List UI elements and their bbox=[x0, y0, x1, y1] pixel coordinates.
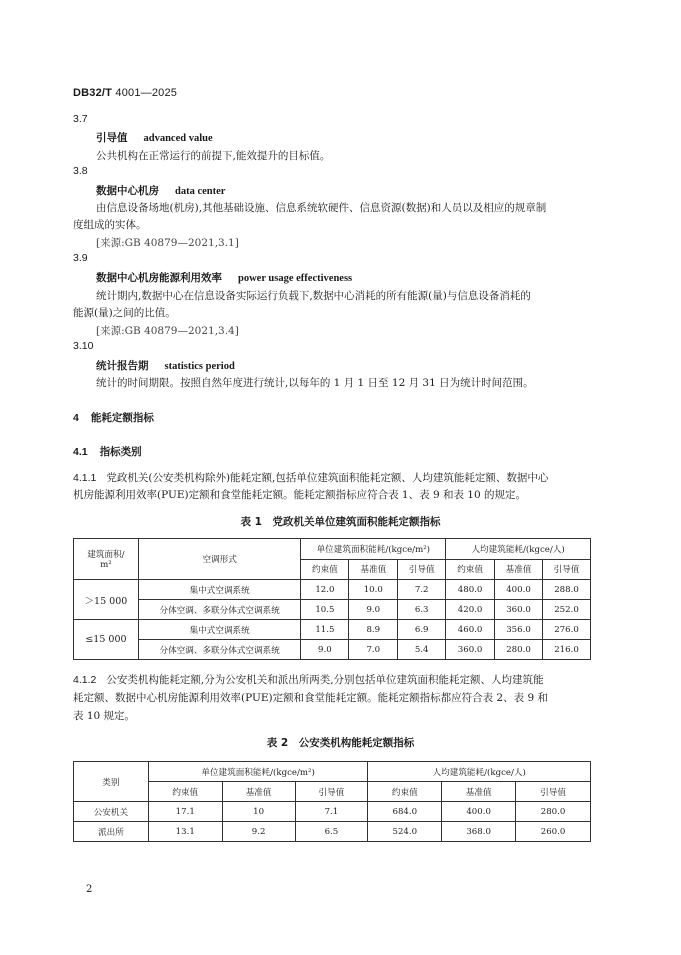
value-cell: 7.2 bbox=[398, 580, 446, 600]
clause-number: 4.1.1 bbox=[73, 472, 97, 484]
term-definition: 由信息设备场地(机房),其他基础设施、信息系统软硬件、信息资源(数据)和人员以及相应的规章制 bbox=[96, 202, 547, 214]
term-source: [来源:GB 40879—2021,3.1] bbox=[96, 237, 239, 249]
subheader: 约束值 bbox=[301, 559, 349, 580]
value-cell: 10.0 bbox=[349, 580, 398, 600]
area-group-label: ≤15 000 bbox=[74, 620, 139, 660]
term-heading bbox=[96, 270, 352, 285]
row-label: 派出所 bbox=[74, 822, 149, 842]
value-cell: 8.9 bbox=[349, 620, 398, 640]
clause-number: 3.7 bbox=[73, 113, 88, 125]
ac-type: 分体空调、多联分体式空调系统 bbox=[138, 600, 301, 620]
section-number: 4.1 bbox=[73, 446, 88, 458]
header-per-capita: 人均建筑能耗/(kgce/人) bbox=[368, 762, 591, 782]
subsection-heading bbox=[73, 444, 142, 459]
page-number: 2 bbox=[86, 884, 93, 895]
value-cell: 360.0 bbox=[446, 640, 495, 660]
header-type: 类别 bbox=[74, 762, 149, 802]
standard-number: 4001—2025 bbox=[115, 87, 178, 99]
value-cell: 7.1 bbox=[295, 802, 368, 822]
value-cell: 460.0 bbox=[446, 620, 495, 640]
value-cell: 280.0 bbox=[516, 802, 591, 822]
section-title: 指标类别 bbox=[99, 446, 142, 458]
term-cn: 统计报告期 bbox=[96, 360, 149, 372]
header-ac-type: 空调形式 bbox=[138, 539, 301, 580]
value-cell: 10 bbox=[222, 802, 295, 822]
clause-number: 3.9 bbox=[73, 252, 88, 264]
subheader: 引导值 bbox=[542, 559, 590, 580]
header-unit-area: 单位建筑面积能耗/(kgce/m²) bbox=[301, 539, 446, 560]
value-cell: 216.0 bbox=[542, 640, 590, 660]
table-row bbox=[74, 580, 591, 600]
term-heading bbox=[96, 358, 235, 373]
paragraph-text: 党政机关(公安类机构除外)能耗定额,包括单位建筑面积能耗定额、人均建筑能耗定额、数据中心 bbox=[106, 472, 549, 484]
subheader: 引导值 bbox=[295, 782, 368, 802]
section-number: 4 bbox=[73, 412, 79, 424]
value-cell: 10.5 bbox=[301, 600, 349, 620]
term-cn: 引导值 bbox=[96, 132, 128, 144]
header-area-label: 建筑面积/ bbox=[87, 550, 125, 560]
value-cell: 684.0 bbox=[368, 802, 442, 822]
clause-number: 3.8 bbox=[73, 165, 88, 177]
table-row bbox=[74, 802, 591, 822]
header-area bbox=[74, 539, 139, 580]
table-row bbox=[74, 620, 591, 640]
subheader: 引导值 bbox=[516, 782, 591, 802]
term-definition: 统计的时间期限。按照自然年度进行统计,以每年的 1 月 1 日至 12 月 31 日为统计时间范围。 bbox=[96, 377, 534, 389]
ac-type: 集中式空调系统 bbox=[138, 580, 301, 600]
section-title: 能耗定额指标 bbox=[90, 412, 154, 424]
value-cell: 400.0 bbox=[495, 580, 543, 600]
value-cell: 252.0 bbox=[542, 600, 590, 620]
value-cell: 6.3 bbox=[398, 600, 446, 620]
value-cell: 9.2 bbox=[222, 822, 295, 842]
term-definition-cont: 能源(量)之间的比值。 bbox=[73, 307, 176, 319]
term-en: statistics period bbox=[164, 361, 235, 372]
value-cell: 400.0 bbox=[442, 802, 516, 822]
subheader: 基准值 bbox=[222, 782, 295, 802]
subheader: 约束值 bbox=[148, 782, 222, 802]
ac-type: 分体空调、多联分体式空调系统 bbox=[138, 640, 301, 660]
value-cell: 420.0 bbox=[446, 600, 495, 620]
clause-number: 3.10 bbox=[73, 340, 94, 352]
value-cell: 13.1 bbox=[148, 822, 222, 842]
section-heading bbox=[73, 410, 154, 425]
value-cell: 480.0 bbox=[446, 580, 495, 600]
area-group-label: ＞15 000 bbox=[74, 580, 139, 620]
table-caption: 表 2 公安类机构能耗定额指标 bbox=[266, 737, 415, 749]
value-cell: 12.0 bbox=[301, 580, 349, 600]
subheader: 基准值 bbox=[349, 559, 398, 580]
energy-quota-table-2 bbox=[73, 761, 591, 842]
value-cell: 9.0 bbox=[349, 600, 398, 620]
value-cell: 5.4 bbox=[398, 640, 446, 660]
term-en: advanced value bbox=[143, 133, 213, 144]
value-cell: 356.0 bbox=[495, 620, 543, 640]
row-label: 公安机关 bbox=[74, 802, 149, 822]
value-cell: 276.0 bbox=[542, 620, 590, 640]
ac-type: 集中式空调系统 bbox=[138, 620, 301, 640]
value-cell: 17.1 bbox=[148, 802, 222, 822]
paragraph-text: 公安类机构能耗定额,分为公安机关和派出所两类,分别包括单位建筑面积能耗定额、人均建筑能 bbox=[106, 674, 544, 686]
paragraph-cont: 耗定额、数据中心机房能源利用效率(PUE)定额和食堂能耗定额。能耗定额指标都应符合表 2、表 9 和 bbox=[73, 692, 548, 704]
paragraph-cont: 机房能源利用效率(PUE)定额和食堂能耗定额。能耗定额指标应符合表 1、表 9 和表 10 的规定。 bbox=[73, 489, 526, 501]
value-cell: 7.0 bbox=[349, 640, 398, 660]
value-cell: 280.0 bbox=[495, 640, 543, 660]
value-cell: 6.5 bbox=[295, 822, 368, 842]
subheader: 引导值 bbox=[398, 559, 446, 580]
paragraph bbox=[73, 672, 544, 687]
term-definition: 统计期内,数据中心在信息设备实际运行负载下,数据中心消耗的所有能源(量)与信息设备消耗的 bbox=[96, 290, 531, 302]
subheader: 基准值 bbox=[442, 782, 516, 802]
table-row bbox=[74, 600, 591, 620]
term-heading bbox=[96, 130, 213, 145]
value-cell: 524.0 bbox=[368, 822, 442, 842]
term-en: data center bbox=[175, 186, 226, 197]
term-en: power usage effectiveness bbox=[238, 273, 353, 284]
term-heading bbox=[96, 183, 225, 198]
value-cell: 360.0 bbox=[495, 600, 543, 620]
subheader: 约束值 bbox=[368, 782, 442, 802]
standard-code: DB32/T bbox=[73, 87, 113, 99]
subheader: 基准值 bbox=[495, 559, 543, 580]
paragraph bbox=[73, 470, 548, 485]
table-row bbox=[74, 822, 591, 842]
clause-number: 4.1.2 bbox=[73, 674, 97, 686]
header-area-unit: m² bbox=[100, 560, 112, 570]
subheader: 约束值 bbox=[446, 559, 495, 580]
term-definition-cont: 度组成的实体。 bbox=[73, 219, 147, 231]
term-source: [来源:GB 40879—2021,3.4] bbox=[96, 325, 239, 337]
term-cn: 数据中心机房能源利用效率 bbox=[96, 272, 222, 284]
header-per-capita: 人均建筑能耗/(kgce/人) bbox=[446, 539, 591, 560]
header-unit-area: 单位建筑面积能耗/(kgce/m²) bbox=[148, 762, 368, 782]
value-cell: 6.9 bbox=[398, 620, 446, 640]
value-cell: 11.5 bbox=[301, 620, 349, 640]
value-cell: 368.0 bbox=[442, 822, 516, 842]
energy-quota-table-1 bbox=[73, 538, 591, 660]
term-cn: 数据中心机房 bbox=[96, 185, 159, 197]
value-cell: 288.0 bbox=[542, 580, 590, 600]
term-definition: 公共机构在正常运行的前提下,能效提升的目标值。 bbox=[96, 150, 331, 162]
table-caption: 表 1 党政机关单位建筑面积能耗定额指标 bbox=[240, 516, 441, 528]
table-row bbox=[74, 640, 591, 660]
paragraph-cont: 表 10 规定。 bbox=[73, 710, 136, 722]
value-cell: 9.0 bbox=[301, 640, 349, 660]
value-cell: 260.0 bbox=[516, 822, 591, 842]
document-header bbox=[73, 87, 177, 99]
